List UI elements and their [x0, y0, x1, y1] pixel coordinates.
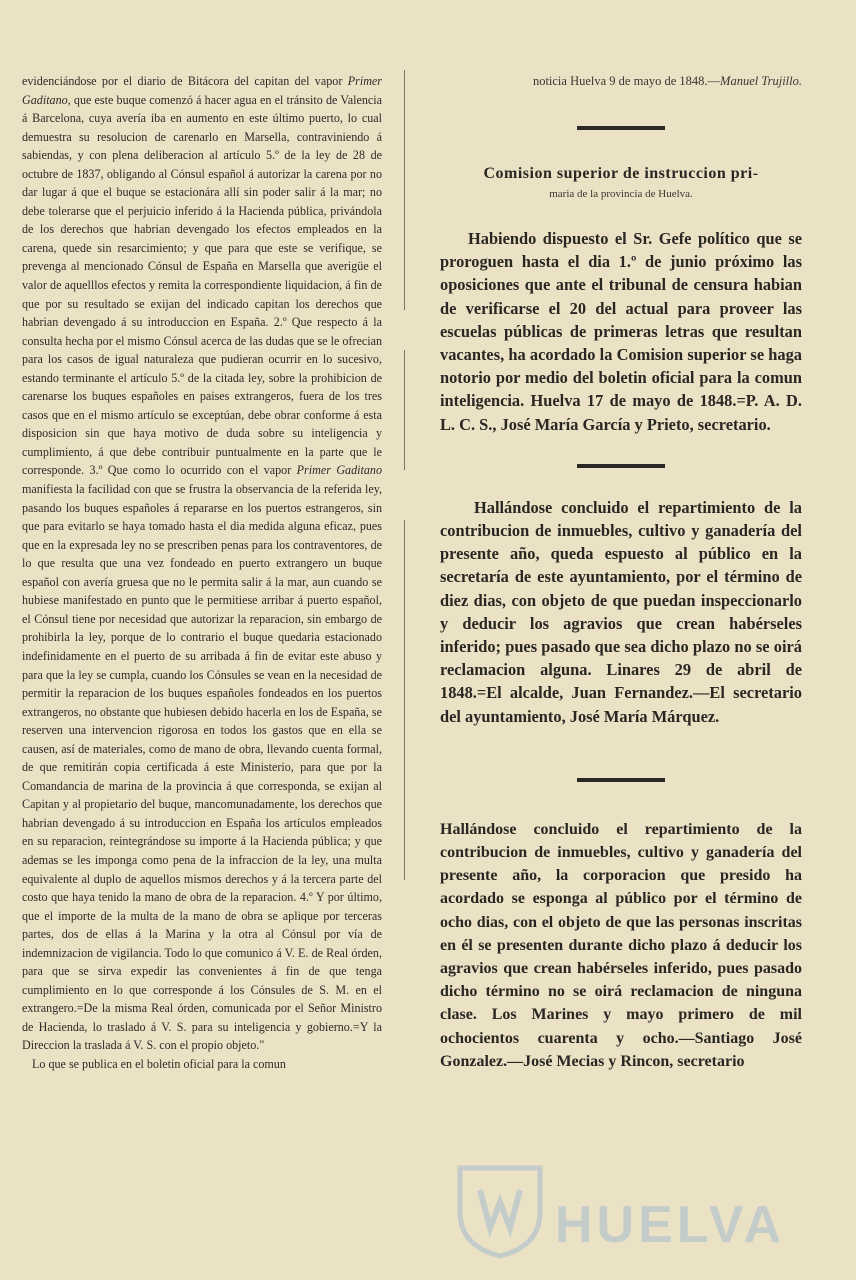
left-paragraph-2: Lo que se publica en el boletin oficial para la comun: [32, 1056, 286, 1071]
column-divider: [404, 520, 405, 880]
left-paragraph-1: evidenciándose por el diario de Bitácora del capitan del vapor Primer Gaditano, que este buque comenzó á hacer agua en el tránsito de Valencia á Barcelona, cuya avería iba en aumento en este último puerto, lo cual demuestra su resolucion de carenarlo en Marsella, contraviniendo á sabiendas, y con plena deliberacion al artículo 5.º de la ley de 28 de octubre de 1837, obligando al Cónsul español á autorizar la carena por no dar lugar á que el buque se estacionára allí sin poder salir á la mar; no debe tolerarse que el perjuicio inferido á la Hacienda pública, privándola de los derechos que habrian devengado los efectos empleados en la carena, quede sin resarcimiento; y que para que este se verifique, se prevenga al mencionado Cónsul de España en Marsella que averigüe el valor de aquelllos efectos y remita la correspondiente liquidacion, á fin de que por su resultado se exijan del indicado capitan los derechos que habrian devengado á su introduccion en España. 2.º Que respecto á la consulta hecha por el mismo Cónsul acerca de las dudas que se le ofrecian para los casos de igual naturaleza que pudieran ocurrir en lo sucesivo, estando terminante el artículo 5.º de la citada ley, sobre la prohibicion de carenarse los buques españoles en paises extrangeros, fuera de los tres casos que en el mismo artículo se exceptúan, debe obrar conforme á esta disposicion sin que haya motivo de duda sobre su inteligencia y cumplimiento, á que debe contribuir puntualmente en la parte que le corresponde. 3.º Que como lo ocurrido con el vapor Primer Gaditano manifiesta la facilidad con que se frustra la observancia de la referida ley, pasando los buques españoles á repararse en los puertos estrangeros, sin que para evitarlo se haya tomado hasta el dia medida alguna eficaz, pues que en la expresada ley no se prescriben penas para los contraventores, de lo que resulta que una vez fondeado en puerto extrangero un buque español con avería gruesa que no le permita salir á la mar, aun cuando se hubiese manifestado en punto que le permitiese arribar á puerto español, el Cónsul tiene por necesidad que autorizar la reparacion, sin embargo de prohibirla la ley, porque de lo contrario el buque quedaria estacionado indefinidamente en el puerto de su arribada á fin de evitar este abuso y para que la ley se cumpla, cuando los Cónsules se vean en la necesidad de permitir la reparacion de los buques españoles fondeados en los puertos extrangeros, no obstante que hubiesen debido hacerla en los de España, se reserven una intervencion rigorosa en todos los gastos que en ella se causen, así de materiales, como de mano de obra, llevando cuenta formal, de que remitirán copia certificada á este Ministerio, para que por la Comandancia de marina de la provincia á que corresponda, se exijan al Capitan y al propietario del buque, mancomunadamente, los derechos que habrian devengado á su introduccion en España los artículos empleados en su reparacion, reintegrándose su importe á la Hacienda pública; y que ademas se les imponga como pena de la infraccion de la ley, una multa equivalente al duplo de aquellos mismos derechos y á la tercera parte del costo que haya tenido la mano de obra de la reparacion. 4.º Y por último, que el importe de la multa de la mano de obra se aplique por terceras partes, dos de ellas á la Marina y la otra al Cónsul por vía de indemnizacion de vigilancia. Todo lo que comunico á V. E. de Real órden, para que se sirva expedir las convenientes á fin de que tenga cumplimiento en lo que corresponde á los Cónsules de S. M. en el extrangero.=De la misma Real órden, comunicada por el Señor Ministro de Hacienda, lo traslado á V. S. para su inteligencia y gobierno.=Y la Direccion la traslada á V. S. con el propio objeto.": [22, 74, 383, 1053]
watermark-text: HUELVA: [555, 1196, 786, 1254]
right-column: [440, 72, 802, 1073]
emblem-icon: [440, 1150, 560, 1260]
section-separator: [577, 778, 665, 782]
ship-name: Primer Gaditano: [296, 463, 383, 478]
section-subheading: maria de la provincia de Huelva.: [549, 188, 693, 200]
ship-name: Primer Gaditano: [22, 74, 382, 107]
notice-los-marines: Hallándose concluido el repartimiento de la contribucion de inmuebles, cultivo y ganadería del presente año, la corporacion que presido ha acordado se esponga al público por el término de ocho dias, con el objeto de que las personas inscritas en él se presenten durante dicho plazo á deducir los agravios que crean habérseles inferido, pues pasado dicho término no se oirá reclamacion de ninguna clase. Los Marines y mayo primero de mil ochocientos cuarenta y ocho.—Santiago José Gonzalez.—José Mecias y Rincon, secretario: [440, 820, 802, 1070]
section-heading: Comision superior de instruccion pri-: [483, 165, 759, 182]
continued-text: noticia Huelva 9 de mayo de 1848.—Manuel Trujillo.: [532, 74, 802, 88]
signature: Manuel Trujillo.: [720, 74, 802, 88]
archive-watermark: [440, 1150, 840, 1260]
notice-instruction: Habiendo dispuesto el Sr. Gefe político que se proroguen hasta el dia 1.º de junio próximo las oposiciones que ante el tribunal de censura habian de verificarse el 20 del actual para proveer las escuelas públicas de primeras letras que resultan vacantes, ha acordado la Comision superior se haga notorio por medio del boletin oficial para la comun inteligencia. Huelva 17 de mayo de 1848.=P. A. D. L. C. S., José María García y Prieto, secretario.: [440, 229, 802, 434]
column-divider: [404, 70, 405, 310]
section-separator: [577, 126, 665, 130]
column-divider: [404, 350, 405, 470]
notice-linares: Hallándose concluido el repartimiento de la contribucion de inmuebles, cultivo y ganadería del presente año, queda espuesto al público en la secretaría de este ayuntamiento, por el término de diez dias, con objeto de que puedan inspeccionarlo y deducir los agravios que crean habérseles inferido; pues pasado que sea dicho plazo no se oirá reclamacion alguna. Linares 29 de abril de 1848.=El alcalde, Juan Fernandez.—El secretario del ayuntamiento, José María Márquez.: [440, 497, 802, 726]
section-separator: [577, 464, 665, 468]
left-column: [22, 72, 382, 1074]
